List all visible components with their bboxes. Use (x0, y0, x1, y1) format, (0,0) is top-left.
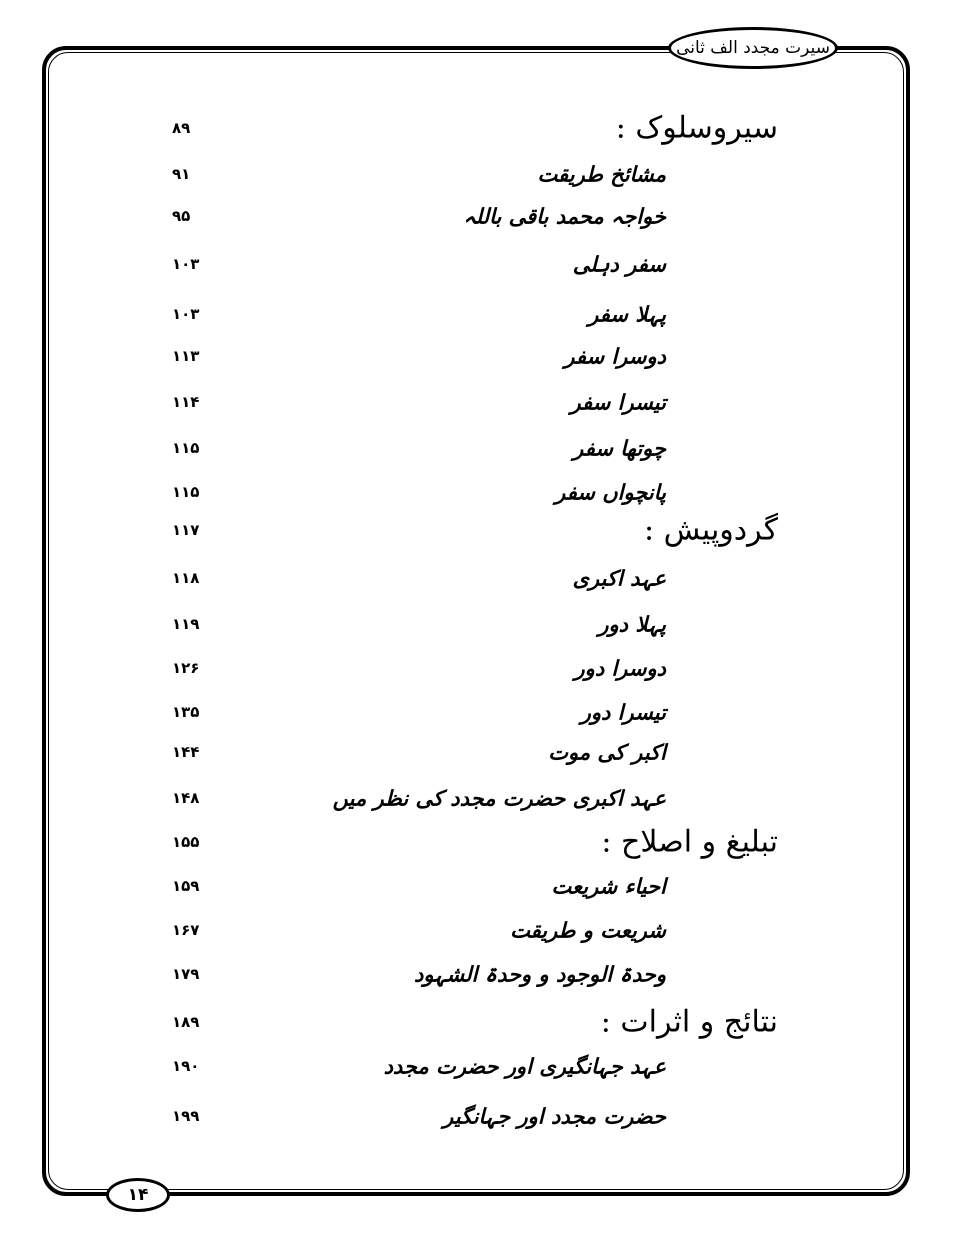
toc-title: پہلا سفر (588, 301, 666, 327)
toc-entry (0, 203, 960, 229)
toc-entry (0, 479, 960, 505)
toc-title: پہلا دور (598, 611, 666, 637)
toc-entry (0, 917, 960, 943)
toc-entry (0, 301, 960, 327)
toc-title: تیسرا دور (580, 699, 666, 725)
toc-page-number: ۱۱۸ (172, 569, 200, 587)
running-title: سیرت مجدد الف ثانی (676, 38, 830, 58)
toc-page-number: ۱۳۵ (172, 703, 200, 721)
toc-entry (0, 251, 960, 277)
toc-entry (0, 161, 960, 187)
toc-entry (0, 512, 960, 548)
toc-page-number: ۱۰۳ (172, 305, 200, 323)
toc-page-number: ۱۱۷ (172, 521, 200, 539)
toc-page-number: ۱۹۹ (172, 1107, 200, 1125)
toc-entry (0, 435, 960, 461)
toc-title: وحدۃ الوجود و وحدۃ الشہود (413, 961, 666, 987)
toc-entry (0, 565, 960, 591)
toc-title: تبلیغ و اصلاح : (601, 824, 778, 860)
toc-title: اکبر کی موت (548, 739, 666, 765)
toc-page-number: ۱۱۵ (172, 483, 200, 501)
toc-entry (0, 699, 960, 725)
toc-page-number: ۱۴۴ (172, 743, 200, 761)
toc-page-number: ۱۲۶ (172, 659, 200, 677)
running-title-oval (668, 27, 838, 69)
toc-page-number: ۹۱ (172, 165, 191, 183)
toc-title: دوسرا دور (574, 655, 666, 681)
toc-title: چوتھا سفر (573, 435, 666, 461)
toc-title: گردوپیش : (644, 512, 778, 548)
toc-page-number: ۱۱۴ (172, 393, 200, 411)
toc-page-number: ۱۱۵ (172, 439, 200, 457)
toc-entry (0, 1053, 960, 1079)
toc-page-number: ۱۶۷ (172, 921, 200, 939)
toc-page-number: ۱۵۵ (172, 833, 200, 851)
toc-title: دوسرا سفر (564, 343, 666, 369)
toc-entry (0, 824, 960, 860)
toc-title: سفر دہلی (572, 251, 666, 277)
toc-entry (0, 343, 960, 369)
toc-page-number: ۱۹۰ (172, 1057, 200, 1075)
toc-entry (0, 110, 960, 146)
toc-page-number: ۱۰۳ (172, 255, 200, 273)
toc-title: شریعت و طریقت (510, 917, 666, 943)
toc-page-number: ۱۱۳ (172, 347, 200, 365)
toc-entry (0, 785, 960, 811)
toc-page-number: ۱۷۹ (172, 965, 200, 983)
toc-title: عہد اکبری (572, 565, 666, 591)
toc-page-number: ۱۸۹ (172, 1013, 200, 1031)
toc-page-number: ۸۹ (172, 119, 191, 137)
toc-entry (0, 873, 960, 899)
toc-title: عہد اکبری حضرت مجدد کی نظر میں (332, 785, 666, 811)
toc-page-number: ۱۱۹ (172, 615, 200, 633)
toc-entry (0, 611, 960, 637)
toc-title: تیسرا سفر (570, 389, 666, 415)
toc-entry (0, 739, 960, 765)
toc-title: مشائخ طریقت (537, 161, 666, 187)
toc-title: پانچواں سفر (555, 479, 666, 505)
toc-title: عہد جہانگیری اور حضرت مجدد (383, 1053, 666, 1079)
toc-entry (0, 655, 960, 681)
toc-entry (0, 961, 960, 987)
toc-page-number: ۱۵۹ (172, 877, 200, 895)
page-number-oval (106, 1178, 170, 1212)
toc-title: حضرت مجدد اور جہانگیر (443, 1103, 666, 1129)
toc-page-number: ۹۵ (172, 207, 191, 225)
toc-entry (0, 1103, 960, 1129)
toc-page-number: ۱۴۸ (172, 789, 200, 807)
page-number: ۱۴ (127, 1185, 149, 1205)
toc-title: احیاء شریعت (551, 873, 666, 899)
toc-entry (0, 389, 960, 415)
toc-title: نتائج و اثرات : (600, 1004, 778, 1040)
toc-title: خواجہ محمد باقی باللہ (463, 203, 666, 229)
toc-title: سیروسلوک : (615, 110, 778, 146)
toc-entry (0, 1004, 960, 1040)
